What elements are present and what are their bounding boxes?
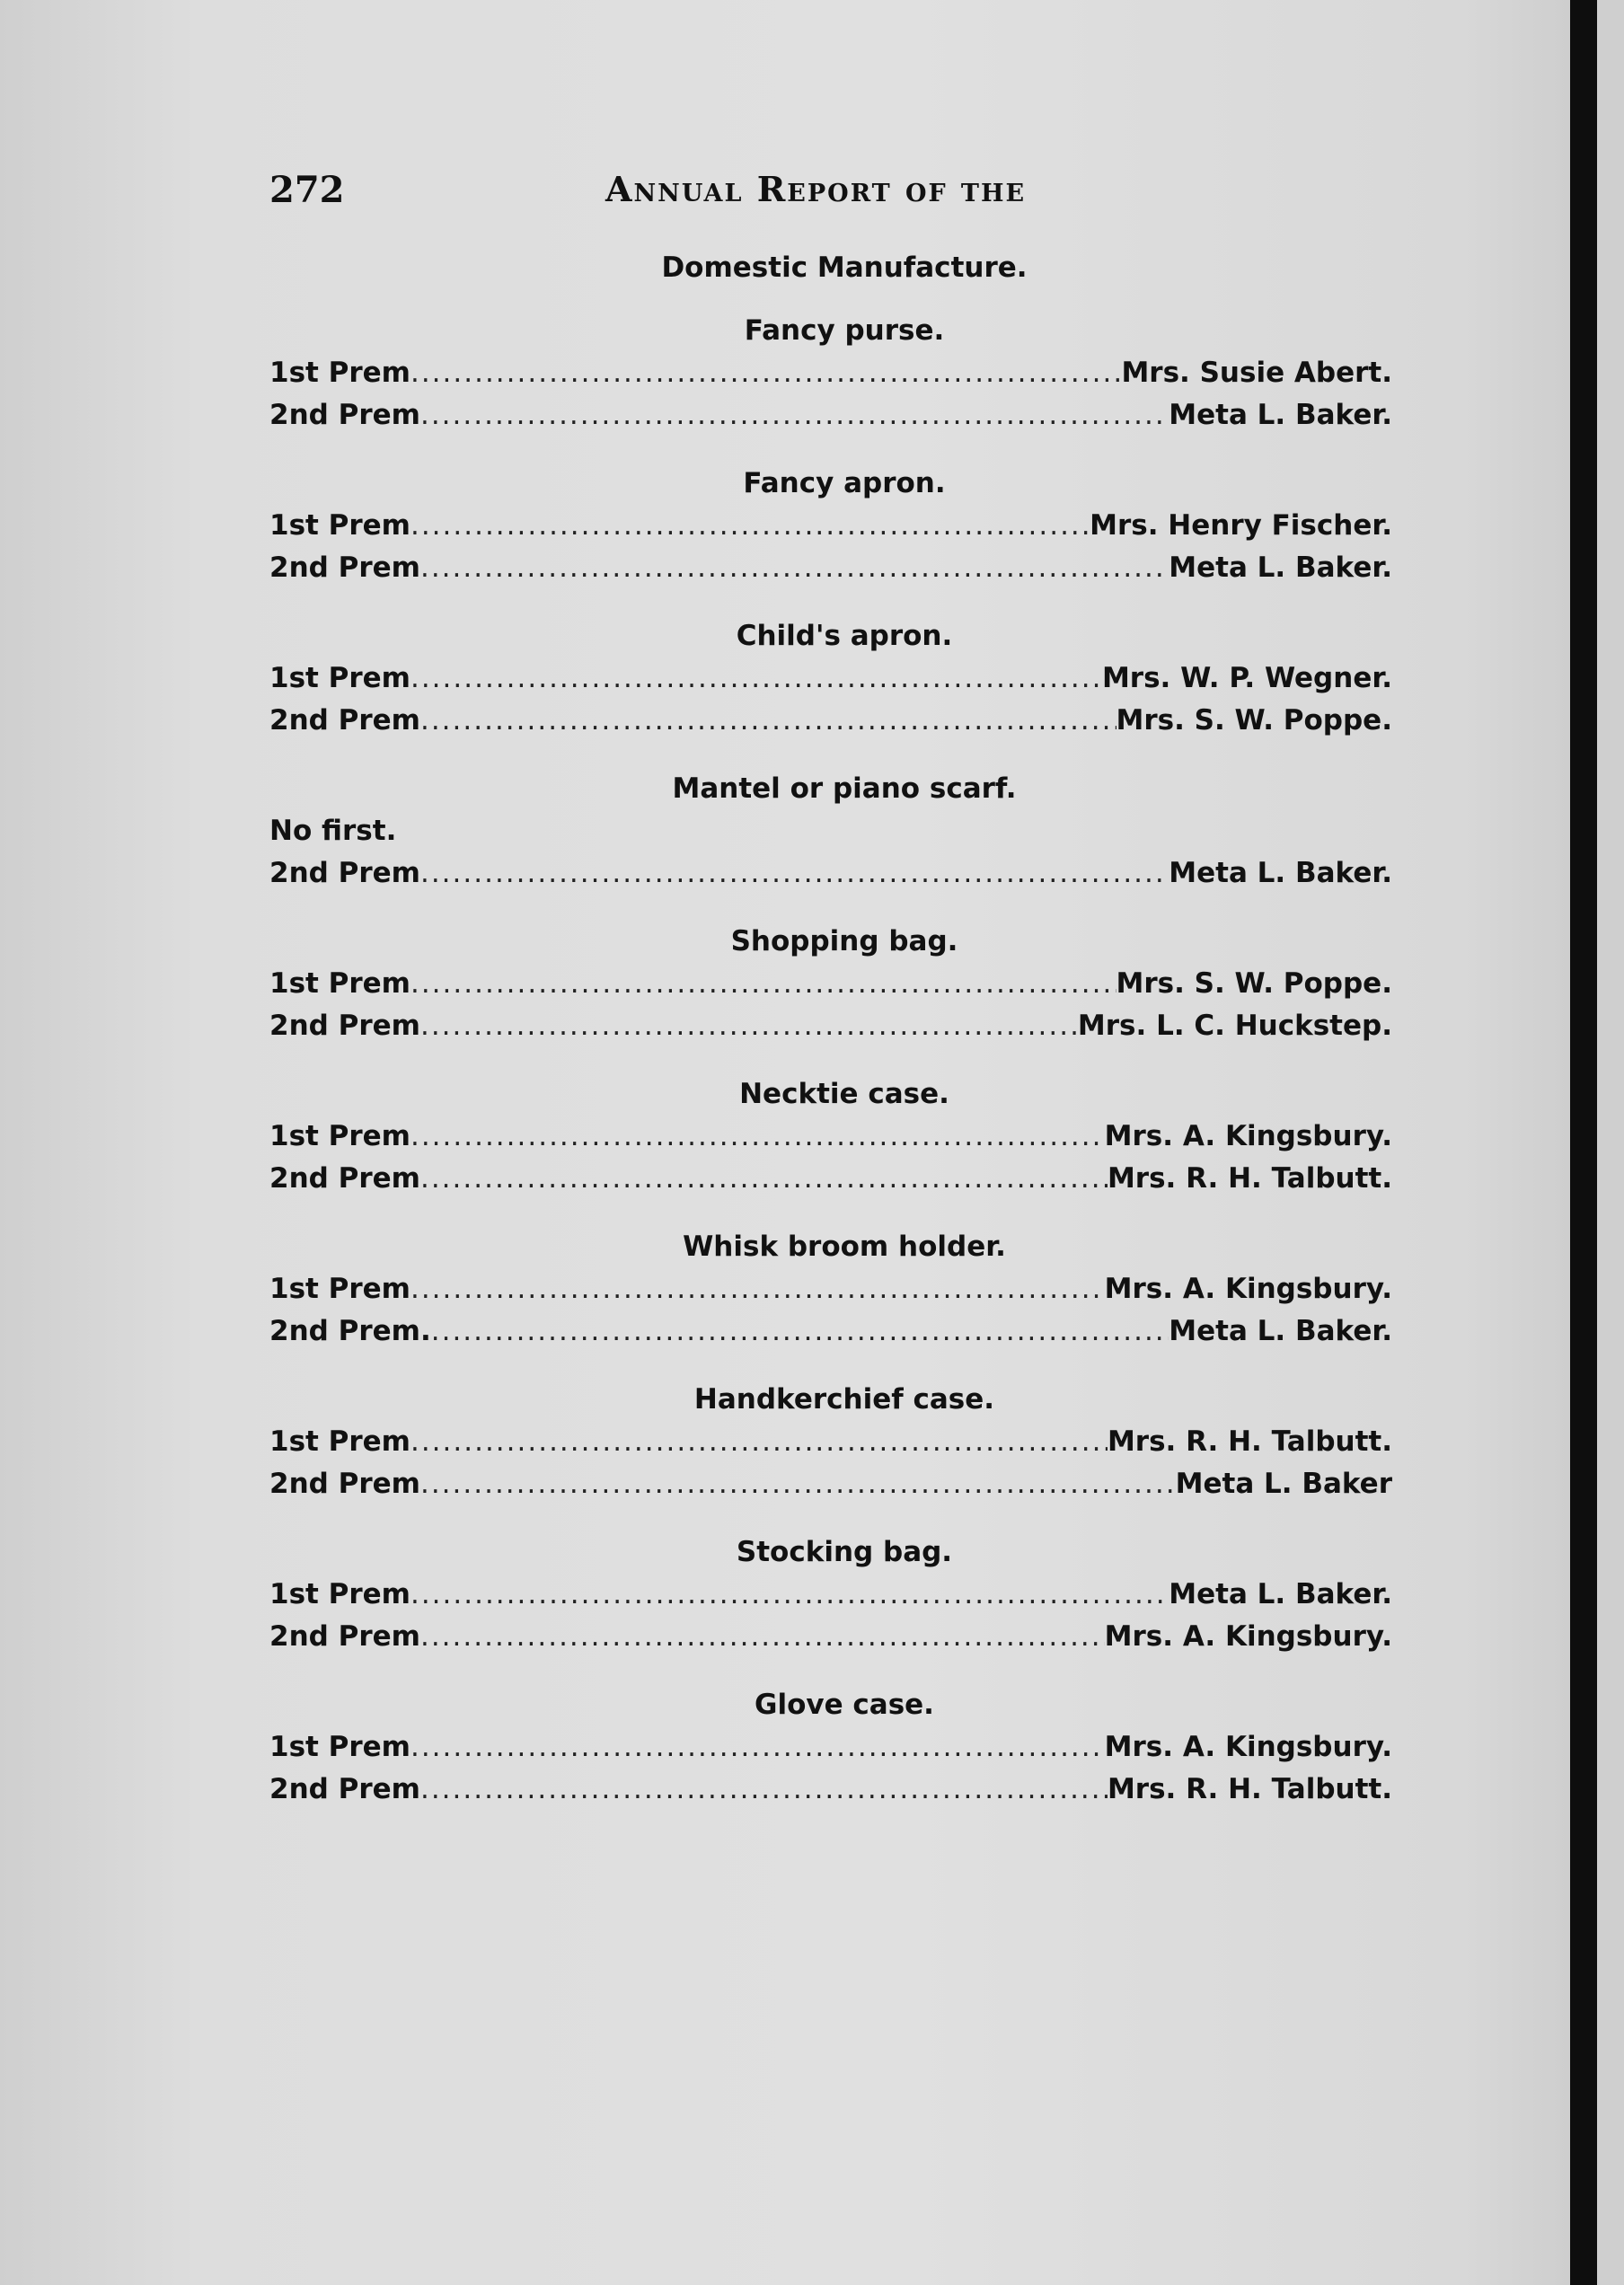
winner-name: Meta L. Baker. — [1169, 551, 1392, 584]
dot-leader — [420, 1463, 1176, 1505]
winner-name: Mrs. Henry Fischer. — [1090, 509, 1392, 542]
premium-label: 2nd Prem — [269, 1468, 420, 1500]
category-title: Mantel or piano scarf. — [672, 772, 1017, 805]
category-title: Shopping bag. — [730, 925, 958, 957]
premium-row — [269, 1116, 1392, 1158]
premium-row — [269, 1421, 1392, 1463]
premium-row — [269, 1158, 1392, 1200]
winner-name: Mrs. Susie Abert. — [1121, 357, 1392, 389]
winner-name: Meta L. Baker. — [1169, 1315, 1392, 1347]
premium-category — [269, 1531, 1392, 1658]
dot-leader — [420, 1005, 1078, 1047]
dot-leader — [410, 963, 1116, 1005]
winner-name: Mrs. A. Kingsbury. — [1104, 1120, 1392, 1152]
premium-row — [269, 1463, 1392, 1505]
dot-leader — [410, 657, 1102, 700]
premium-label: 1st Prem — [269, 1731, 410, 1763]
dot-leader — [410, 1421, 1108, 1463]
premium-row — [269, 352, 1392, 394]
premium-label: 2nd Prem — [269, 1620, 420, 1653]
section-title: Domestic Manufacture. — [661, 251, 1028, 284]
premium-label: 2nd Prem — [269, 551, 420, 584]
premium-label: 2nd Prem — [269, 1010, 420, 1042]
winner-name: Mrs. A. Kingsbury. — [1104, 1273, 1392, 1305]
premium-category — [269, 1072, 1392, 1200]
premium-row — [269, 505, 1392, 547]
premium-label: 1st Prem — [269, 662, 410, 694]
dot-leader — [410, 1116, 1105, 1158]
dot-leader — [410, 352, 1121, 394]
premium-category — [269, 614, 1392, 742]
binding-edge — [1570, 0, 1597, 2285]
dot-leader — [410, 1574, 1169, 1616]
winner-name: Meta L. Baker. — [1169, 857, 1392, 889]
dot-leader — [410, 1726, 1105, 1769]
premium-row — [269, 394, 1392, 437]
report-page — [269, 162, 1392, 1811]
winner-name: Mrs. S. W. Poppe. — [1116, 704, 1392, 737]
winner-name: Mrs. R. H. Talbutt. — [1107, 1162, 1392, 1195]
premium-label: 1st Prem — [269, 357, 410, 389]
category-title: Child's apron. — [736, 620, 953, 652]
premium-category — [269, 462, 1392, 589]
dot-leader — [420, 1616, 1105, 1658]
premium-label: 2nd Prem — [269, 857, 420, 889]
premium-row — [269, 1268, 1392, 1310]
winner-name: Meta L. Baker. — [1169, 1578, 1392, 1610]
premium-category — [269, 767, 1392, 895]
premium-row — [269, 963, 1392, 1005]
premium-label: 1st Prem — [269, 1425, 410, 1458]
premium-list — [269, 309, 1392, 1811]
premium-row — [269, 852, 1392, 895]
premium-category — [269, 309, 1392, 437]
dot-leader — [420, 700, 1116, 742]
premium-category — [269, 1225, 1392, 1353]
premium-label: 1st Prem — [269, 967, 410, 1000]
dot-leader — [420, 547, 1169, 589]
premium-label: 1st Prem — [269, 1120, 410, 1152]
category-title: Whisk broom holder. — [683, 1231, 1006, 1263]
winner-name: Mrs. W. P. Wegner. — [1101, 662, 1392, 694]
winner-name: Meta L. Baker. — [1169, 399, 1392, 431]
premium-row — [269, 1726, 1392, 1769]
scan-margin — [1597, 0, 1624, 2285]
category-title: Necktie case. — [739, 1078, 949, 1110]
winner-name: Meta L. Baker — [1175, 1468, 1392, 1500]
category-title: Handkerchief case. — [693, 1383, 995, 1416]
premium-row — [269, 1005, 1392, 1047]
winner-name: Mrs. S. W. Poppe. — [1116, 967, 1392, 1000]
winner-name: Mrs. R. H. Talbutt. — [1107, 1425, 1392, 1458]
winner-name: Mrs. A. Kingsbury. — [1104, 1731, 1392, 1763]
dot-leader — [420, 852, 1169, 895]
premium-category — [269, 1378, 1392, 1505]
premium-row — [269, 547, 1392, 589]
premium-label: 1st Prem — [269, 509, 410, 542]
premium-row — [269, 1574, 1392, 1616]
page-number: 272 — [269, 169, 345, 211]
category-title: Glove case. — [755, 1689, 934, 1721]
premium-label: 2nd Prem — [269, 399, 420, 431]
premium-label: 1st Prem — [269, 1273, 410, 1305]
dot-leader — [420, 394, 1169, 437]
winner-name: Mrs. R. H. Talbutt. — [1107, 1773, 1392, 1805]
premium-row — [269, 1616, 1392, 1658]
premium-row — [269, 1310, 1392, 1353]
premium-label: 2nd Prem — [269, 1773, 420, 1805]
premium-category — [269, 920, 1392, 1047]
category-title: Fancy apron. — [743, 467, 946, 499]
dot-leader — [410, 1268, 1105, 1310]
premium-category — [269, 1683, 1392, 1811]
dot-leader — [410, 505, 1090, 547]
premium-label: 2nd Prem. — [269, 1315, 431, 1347]
premium-row — [269, 700, 1392, 742]
premium-row — [269, 1769, 1392, 1811]
premium-row — [269, 657, 1392, 700]
category-title: Stocking bag. — [736, 1536, 953, 1568]
category-note: No first. — [269, 815, 397, 847]
page-header — [269, 162, 1392, 225]
winner-name: Mrs. A. Kingsbury. — [1104, 1620, 1392, 1653]
running-title: Annual Report of the — [605, 169, 1027, 209]
category-title: Fancy purse. — [744, 314, 945, 347]
winner-name: Mrs. L. C. Huckstep. — [1077, 1010, 1392, 1042]
premium-label: 2nd Prem — [269, 704, 420, 737]
dot-leader — [420, 1158, 1108, 1200]
dot-leader — [431, 1310, 1169, 1353]
dot-leader — [420, 1769, 1108, 1811]
premium-label: 2nd Prem — [269, 1162, 420, 1195]
premium-label: 1st Prem — [269, 1578, 410, 1610]
